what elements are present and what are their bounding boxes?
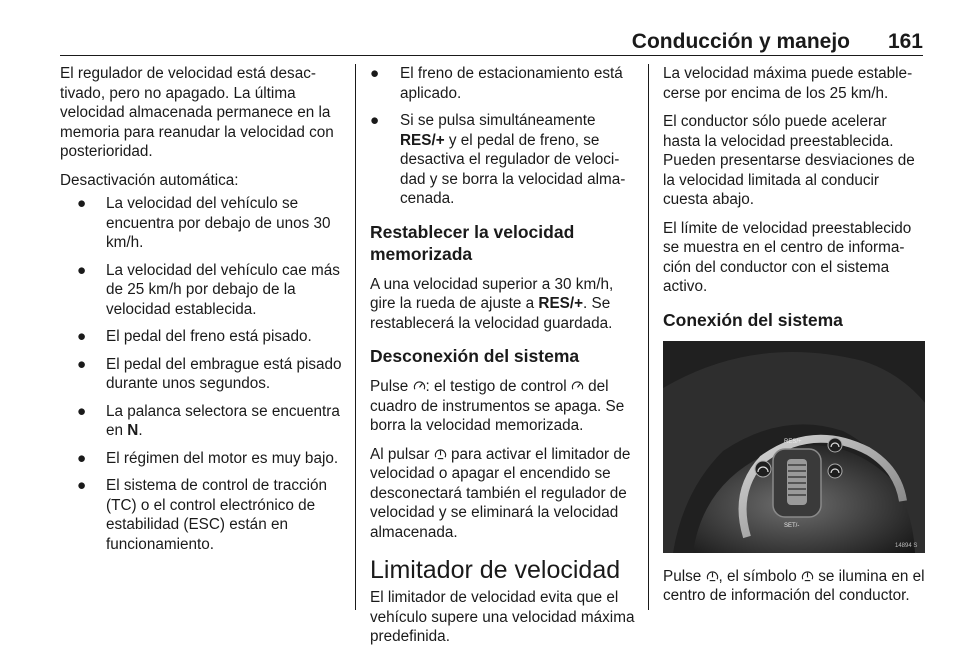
column-3: [663, 64, 925, 615]
bullet-icon: ●: [77, 449, 87, 467]
bullet-icon: ●: [77, 328, 87, 345]
paragraph: El conductor sólo puede acelerar hasta la velocidad preestablecida. Pueden presentarse desviaciones de la velocidad limitada al conducir cuesta abajo.: [663, 113, 915, 208]
list-item: ● La velocidad del vehículo se encuentra por debajo de unos 30 km/h.: [77, 195, 331, 251]
deactivation-list-cont: [370, 64, 638, 209]
auto-deactivation-label: Desactivación automática:: [60, 171, 239, 189]
steering-wheel-photo: [663, 341, 925, 553]
speed-limiter-icon: [801, 569, 814, 582]
limitador-paragraph: El limitador de velocidad evita que el vehículo supere una velocidad máxima predefinida.: [370, 589, 635, 645]
list-item: ● El pedal del embrague está pisado durante unos segundos.: [77, 355, 342, 392]
bullet-icon: ●: [77, 402, 87, 420]
bullet-icon: ●: [370, 112, 380, 129]
list-item: ● La palanca selectora se encuentra en N.: [77, 402, 340, 439]
paragraph: El límite de velocidad preestablecido se muestra en el centro de información del conductor con el sistema activo.: [663, 219, 912, 295]
column-divider: [648, 64, 649, 610]
column-divider: [355, 64, 356, 610]
restablecer-paragraph: A una velocidad superior a 30 km/h, gire la rueda de ajuste a RES/+. Se restablecerá la velocidad guardada.: [370, 275, 614, 332]
desconexion-paragraph-2: Al pulsar para activar el limitador de velocidad o apagar el encendido se desconectará también el regulador de velocidad y se eliminará la velocidad almacenada.: [370, 445, 631, 541]
heading-limitador: Limitador de velocidad: [370, 556, 621, 584]
svg-text:14894 S: 14894 S: [895, 542, 918, 549]
heading-conexion: Conexión del sistema: [663, 309, 843, 330]
steering-wheel-illustration: [663, 341, 925, 553]
bullet-icon: ●: [77, 261, 87, 279]
bullet-icon: ●: [370, 65, 380, 82]
paragraph: La velocidad máxima puede establecerse por encima de los 25 km/h.: [663, 65, 913, 102]
auto-deactivation-list: [60, 194, 345, 554]
desconexion-paragraph-1: Pulse : el testigo de control del cuadro de instrumentos se apaga. Se borra la velocidad memorizada.: [370, 378, 625, 434]
list-item: ● La velocidad del vehículo cae más de 25 km/h por debajo de la velocidad establecida.: [77, 261, 340, 318]
svg-text:SET/-: SET/-: [784, 522, 800, 529]
list-item: ● El pedal del freno está pisado.: [77, 328, 312, 345]
column-1: [60, 64, 345, 562]
intro-paragraph: El regulador de velocidad está desactivado, pero no apagado. La última velocidad almacenada permanece en la memoria para reanudar la velocidad con posterioridad.: [60, 65, 334, 160]
column-2: [370, 64, 638, 656]
list-item: ● El sistema de control de tracción (TC) o el control electrónico de estabilidad (ESC) están en funcionamiento.: [77, 477, 328, 553]
page-number: 161: [887, 30, 923, 53]
conexion-paragraph: Pulse , el símbolo se ilumina en el centro de información del conductor.: [663, 567, 925, 604]
speed-limiter-icon: [706, 569, 719, 582]
bullet-icon: ●: [77, 195, 87, 212]
speed-limiter-icon: [434, 447, 447, 460]
list-item: ● El régimen del motor es muy bajo.: [77, 449, 339, 467]
heading-desconexion: Desconexión del sistema: [370, 346, 580, 366]
list-item: ● El freno de estacionamiento está aplicado.: [370, 65, 623, 102]
list-item: ● Si se pulsa simultáneamente RES/+ y el pedal de freno, se desactiva el regulador de velocidad y se borra la velocidad almacenada.: [370, 112, 626, 207]
cruise-control-icon: [413, 379, 426, 392]
cruise-control-icon: [571, 379, 584, 392]
header-rule: [60, 55, 923, 56]
page-header-title: Conducción y manejo: [631, 30, 850, 53]
heading-restablecer: Restablecer la velocidad memorizada: [370, 221, 575, 264]
bullet-icon: ●: [77, 355, 87, 373]
svg-text:RES/+: RES/+: [784, 438, 802, 445]
bullet-icon: ●: [77, 477, 87, 494]
